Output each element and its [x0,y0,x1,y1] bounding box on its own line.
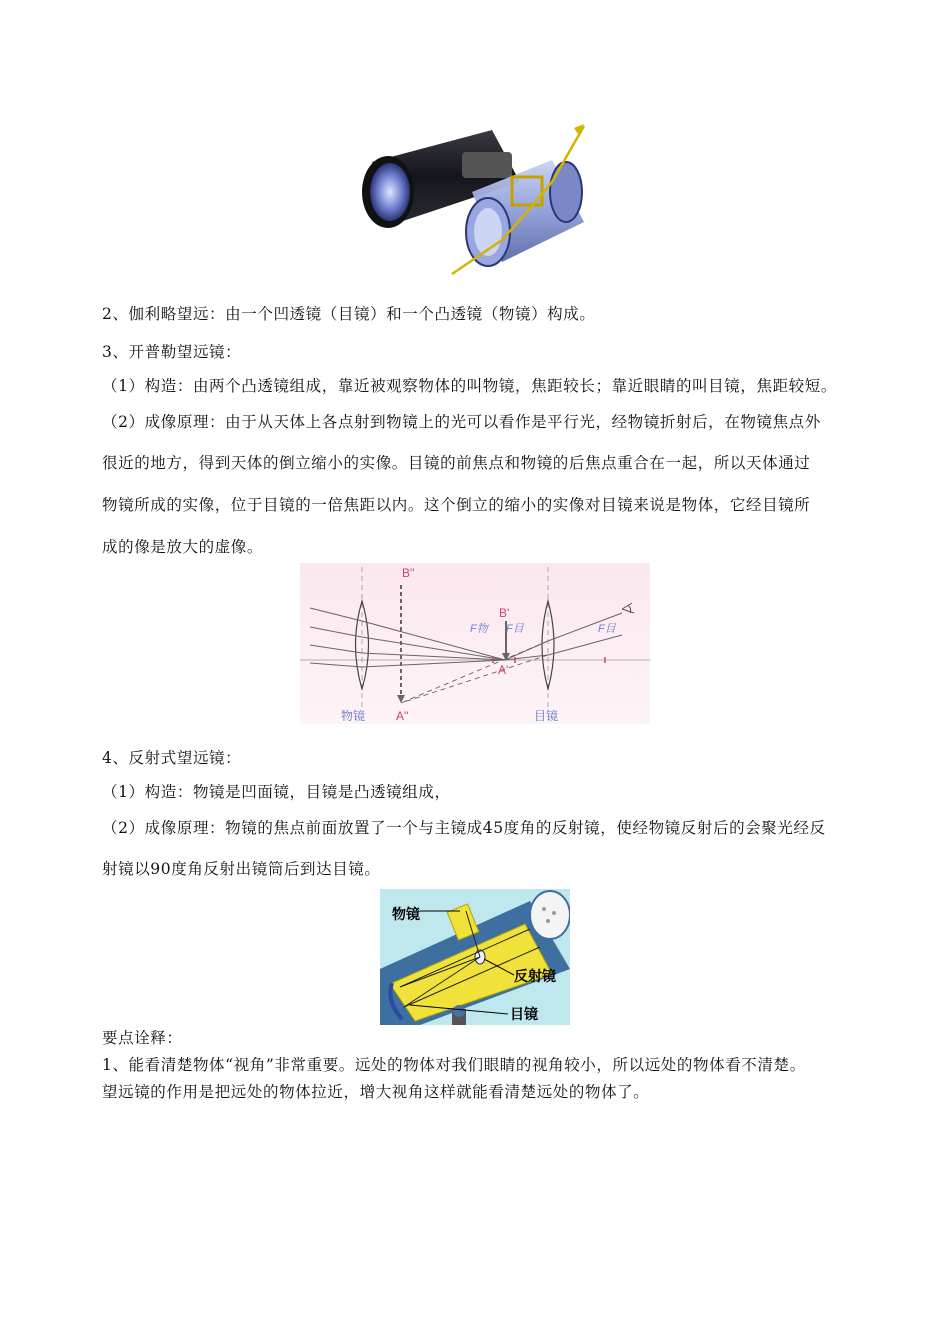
label-F-eyepiece-1: F目 [506,623,524,635]
label-objective-mirror: 物镜 [392,906,420,922]
paragraph-key-point-2: 望远镜的作用是把远处的物体拉近，增大视角这样就能看清楚远处的物体了。 [102,1083,650,1101]
label-objective-lens: 物镜 [341,709,366,723]
paragraph-kepler-principle-3: 物镜所成的实像，位于目镜的一倍焦距以内。这个倒立的缩小的实像对目镜来说是物体，它经目镜所 [102,496,811,514]
heading-reflector: 4、反射式望远镜： [102,749,242,767]
paragraph-reflector-structure: （1）构造：物镜是凹面镜，目镜是凸透镜组成， [102,783,451,801]
heading-key-points: 要点诠释： [102,1029,183,1047]
paragraph-reflector-principle-2: 射镜以90度角反射出镜筒后到达目镜。 [102,860,381,878]
label-F-eyepiece-2: F目 [598,623,616,635]
paragraph-kepler-principle-1: （2）成像原理：由于从天体上各点射到物镜上的光可以看作是平行光，经物镜折射后，在物镜焦点外 [102,413,821,431]
reflector-diagram [380,889,570,1025]
label-A-prime: A' [498,663,509,677]
paragraph-reflector-principle-1: （2）成像原理：物镜的焦点前面放置了一个与主镜成45度角的反射镜，使经物镜反射后的会聚光经反 [102,819,826,837]
label-B-prime: B' [499,606,510,620]
paragraph-key-point-1: 1、能看清楚物体“视角”非常重要。远处的物体对我们眼睛的视角较小，所以远处的物体看不清楚。 [102,1056,806,1074]
binoculars-illustration [352,122,592,277]
paragraph-kepler-principle-4: 成的像是放大的虚像。 [102,538,264,556]
paragraph-kepler-structure: （1）构造：由两个凸透镜组成，靠近被观察物体的叫物镜，焦距较长；靠近眼睛的叫目镜，焦距较短。 [102,377,837,395]
paragraph-kepler-principle-2: 很近的地方，得到天体的倒立缩小的实像。目镜的前焦点和物镜的后焦点重合在一起，所以天体通过 [102,454,811,472]
kepler-ray-diagram [300,563,650,724]
paragraph-galilean: 2、伽利略望远：由一个凹透镜（目镜）和一个凸透镜（物镜）构成。 [102,305,596,323]
label-A-double-prime: A'' [396,709,409,723]
label-F-objective: F物 [470,623,488,635]
heading-kepler: 3、开普勒望远镜： [102,343,242,361]
label-B-double-prime: B'' [402,566,415,580]
label-eyepiece-lens: 目镜 [534,709,559,723]
label-reflecting-mirror: 反射镜 [514,968,556,984]
label-eyepiece: 目镜 [510,1006,538,1022]
